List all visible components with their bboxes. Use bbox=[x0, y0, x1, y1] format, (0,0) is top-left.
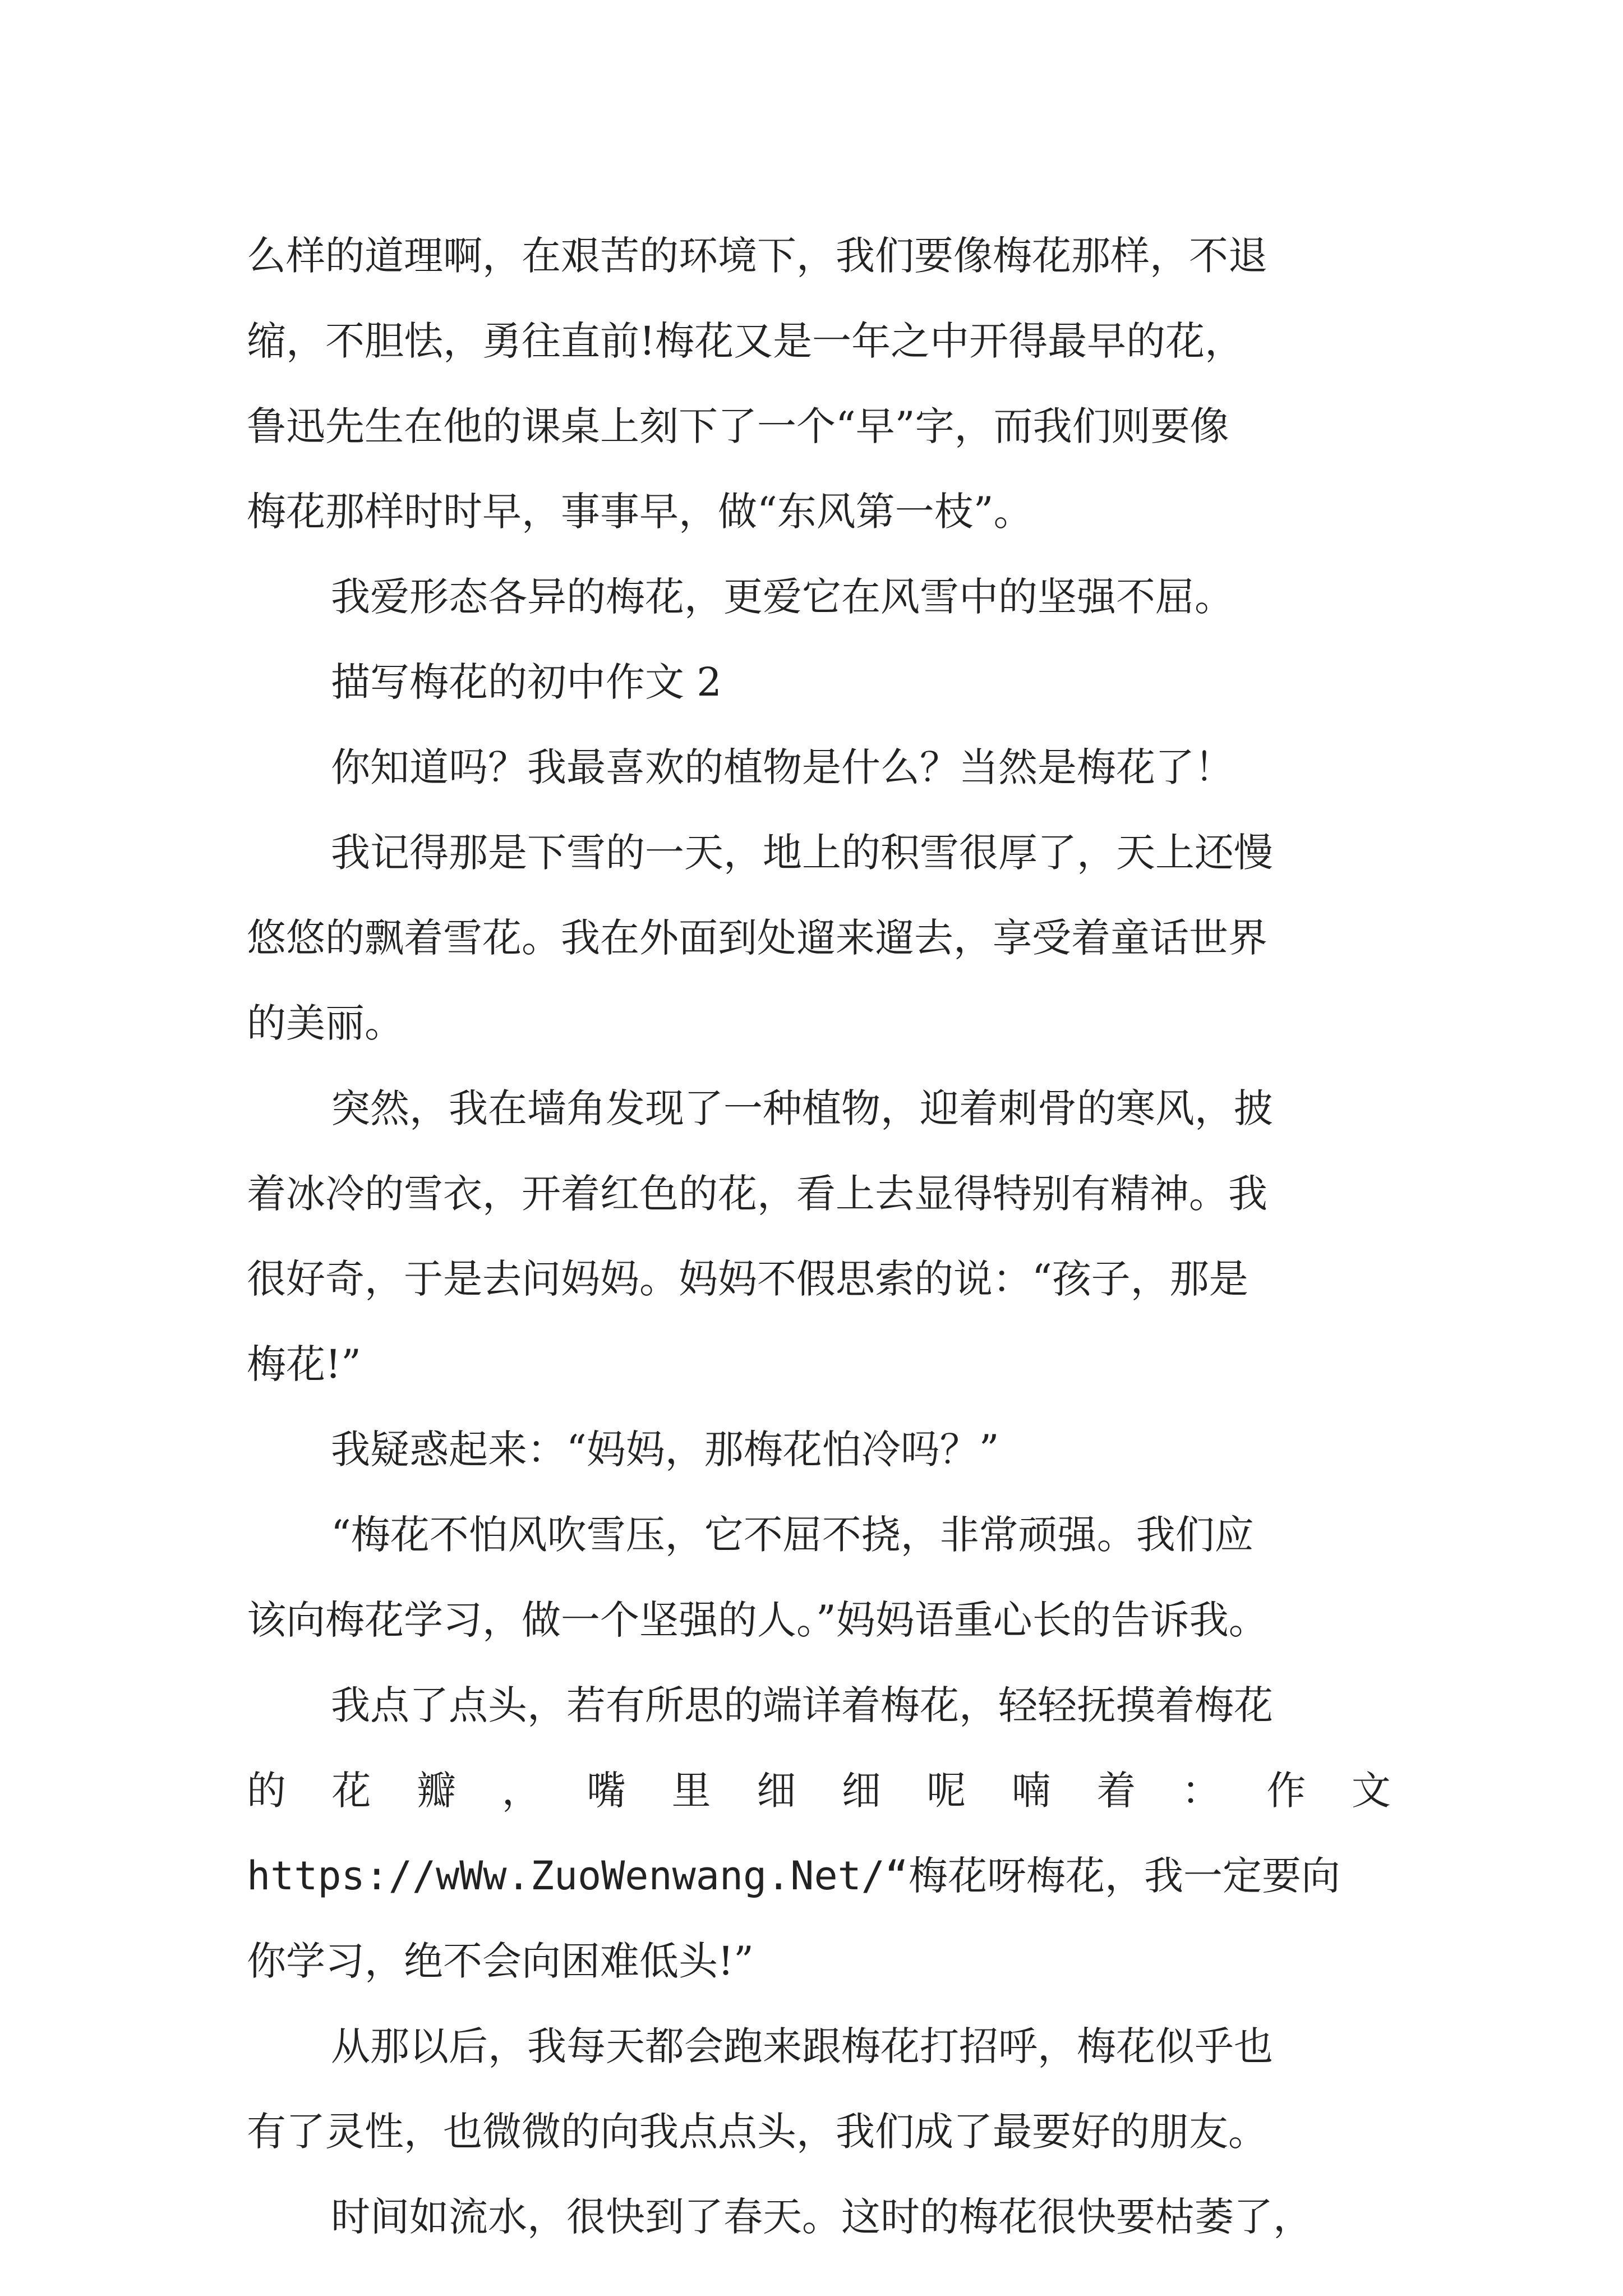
text-line: 梅花!” bbox=[247, 1341, 361, 1387]
text-line: 缩，不胆怯，勇往直前!梅花又是一年之中开得最早的花， bbox=[247, 318, 1244, 364]
paragraph-first-line: 我点了点头，若有所思的端详着梅花，轻轻抚摸着梅花 bbox=[331, 1682, 1273, 1728]
text-line: 很好奇，于是去问妈妈。妈妈不假思索的说：“孩子，那是 bbox=[247, 1256, 1248, 1302]
justified-char: 着 bbox=[1096, 1768, 1136, 1814]
justified-char: 细 bbox=[757, 1768, 796, 1814]
justified-text-line bbox=[247, 1748, 1391, 1833]
text-line: 该向梅花学习，做一个坚强的人。”妈妈语重心长的告诉我。 bbox=[247, 1597, 1268, 1643]
justified-char: 呢 bbox=[926, 1768, 966, 1814]
justified-char: 瓣 bbox=[417, 1768, 457, 1814]
paragraph-first-line: 我爱形态各异的梅花，更爱它在风雪中的坚强不屈。 bbox=[331, 574, 1234, 620]
text-line: 梅花那样时时早，事事早，做“东风第一枝”。 bbox=[247, 489, 1033, 535]
text-line: 鲁迅先生在他的课桌上刻下了一个“早”字，而我们则要像 bbox=[247, 403, 1229, 449]
justified-char: ： bbox=[1181, 1768, 1221, 1814]
justified-char: 的 bbox=[247, 1768, 286, 1814]
paragraph-first-line: 时间如流水，很快到了春天。这时的梅花很快要枯萎了， bbox=[331, 2194, 1312, 2240]
text-line: 你学习，绝不会向困难低头!” bbox=[247, 1938, 754, 1984]
justified-char: 作 bbox=[1266, 1768, 1306, 1814]
justified-char: 细 bbox=[841, 1768, 881, 1814]
paragraph-first-line: 从那以后，我每天都会跑来跟梅花打招呼，梅花似乎也 bbox=[331, 2023, 1273, 2069]
text-line: 着冰冷的雪衣，开着红色的花，看上去显得特别有精神。我 bbox=[247, 1171, 1267, 1217]
paragraph-first-line: 我疑惑起来：“妈妈，那梅花怕冷吗？” bbox=[331, 1427, 999, 1473]
justified-char: 文 bbox=[1351, 1768, 1391, 1814]
paragraph-first-line: “梅花不怕风吹雪压，它不屈不挠，非常顽强。我们应 bbox=[331, 1512, 1254, 1558]
justified-char: 花 bbox=[331, 1768, 371, 1814]
justified-char: ， bbox=[501, 1768, 541, 1814]
paragraph-first-line: 我记得那是下雪的一天，地上的积雪很厚了，天上还慢 bbox=[331, 830, 1273, 876]
justified-char: 喃 bbox=[1011, 1768, 1051, 1814]
section-heading: 描写梅花的初中作文 2 bbox=[331, 659, 722, 705]
text-line: 悠悠的飘着雪花。我在外面到处遛来遛去，享受着童话世界 bbox=[247, 915, 1267, 961]
document-page bbox=[247, 213, 1391, 2260]
justified-char: 嘴 bbox=[587, 1768, 626, 1814]
text-line-with-url: https://wWw.ZuoWenwang.Net/“梅花呀梅花，我一定要向 bbox=[247, 1853, 1341, 1899]
paragraph-first-line: 突然，我在墙角发现了一种植物，迎着刺骨的寒风，披 bbox=[331, 1085, 1273, 1131]
text-line: 有了灵性，也微微的向我点点头，我们成了最要好的朋友。 bbox=[247, 2109, 1267, 2155]
justified-char: 里 bbox=[671, 1768, 711, 1814]
paragraph-first-line: 你知道吗？我最喜欢的植物是什么？当然是梅花了！ bbox=[331, 744, 1234, 790]
text-line: 的美丽。 bbox=[247, 1000, 404, 1046]
text-line: 么样的道理啊，在艰苦的环境下，我们要像梅花那样，不退 bbox=[247, 233, 1267, 279]
